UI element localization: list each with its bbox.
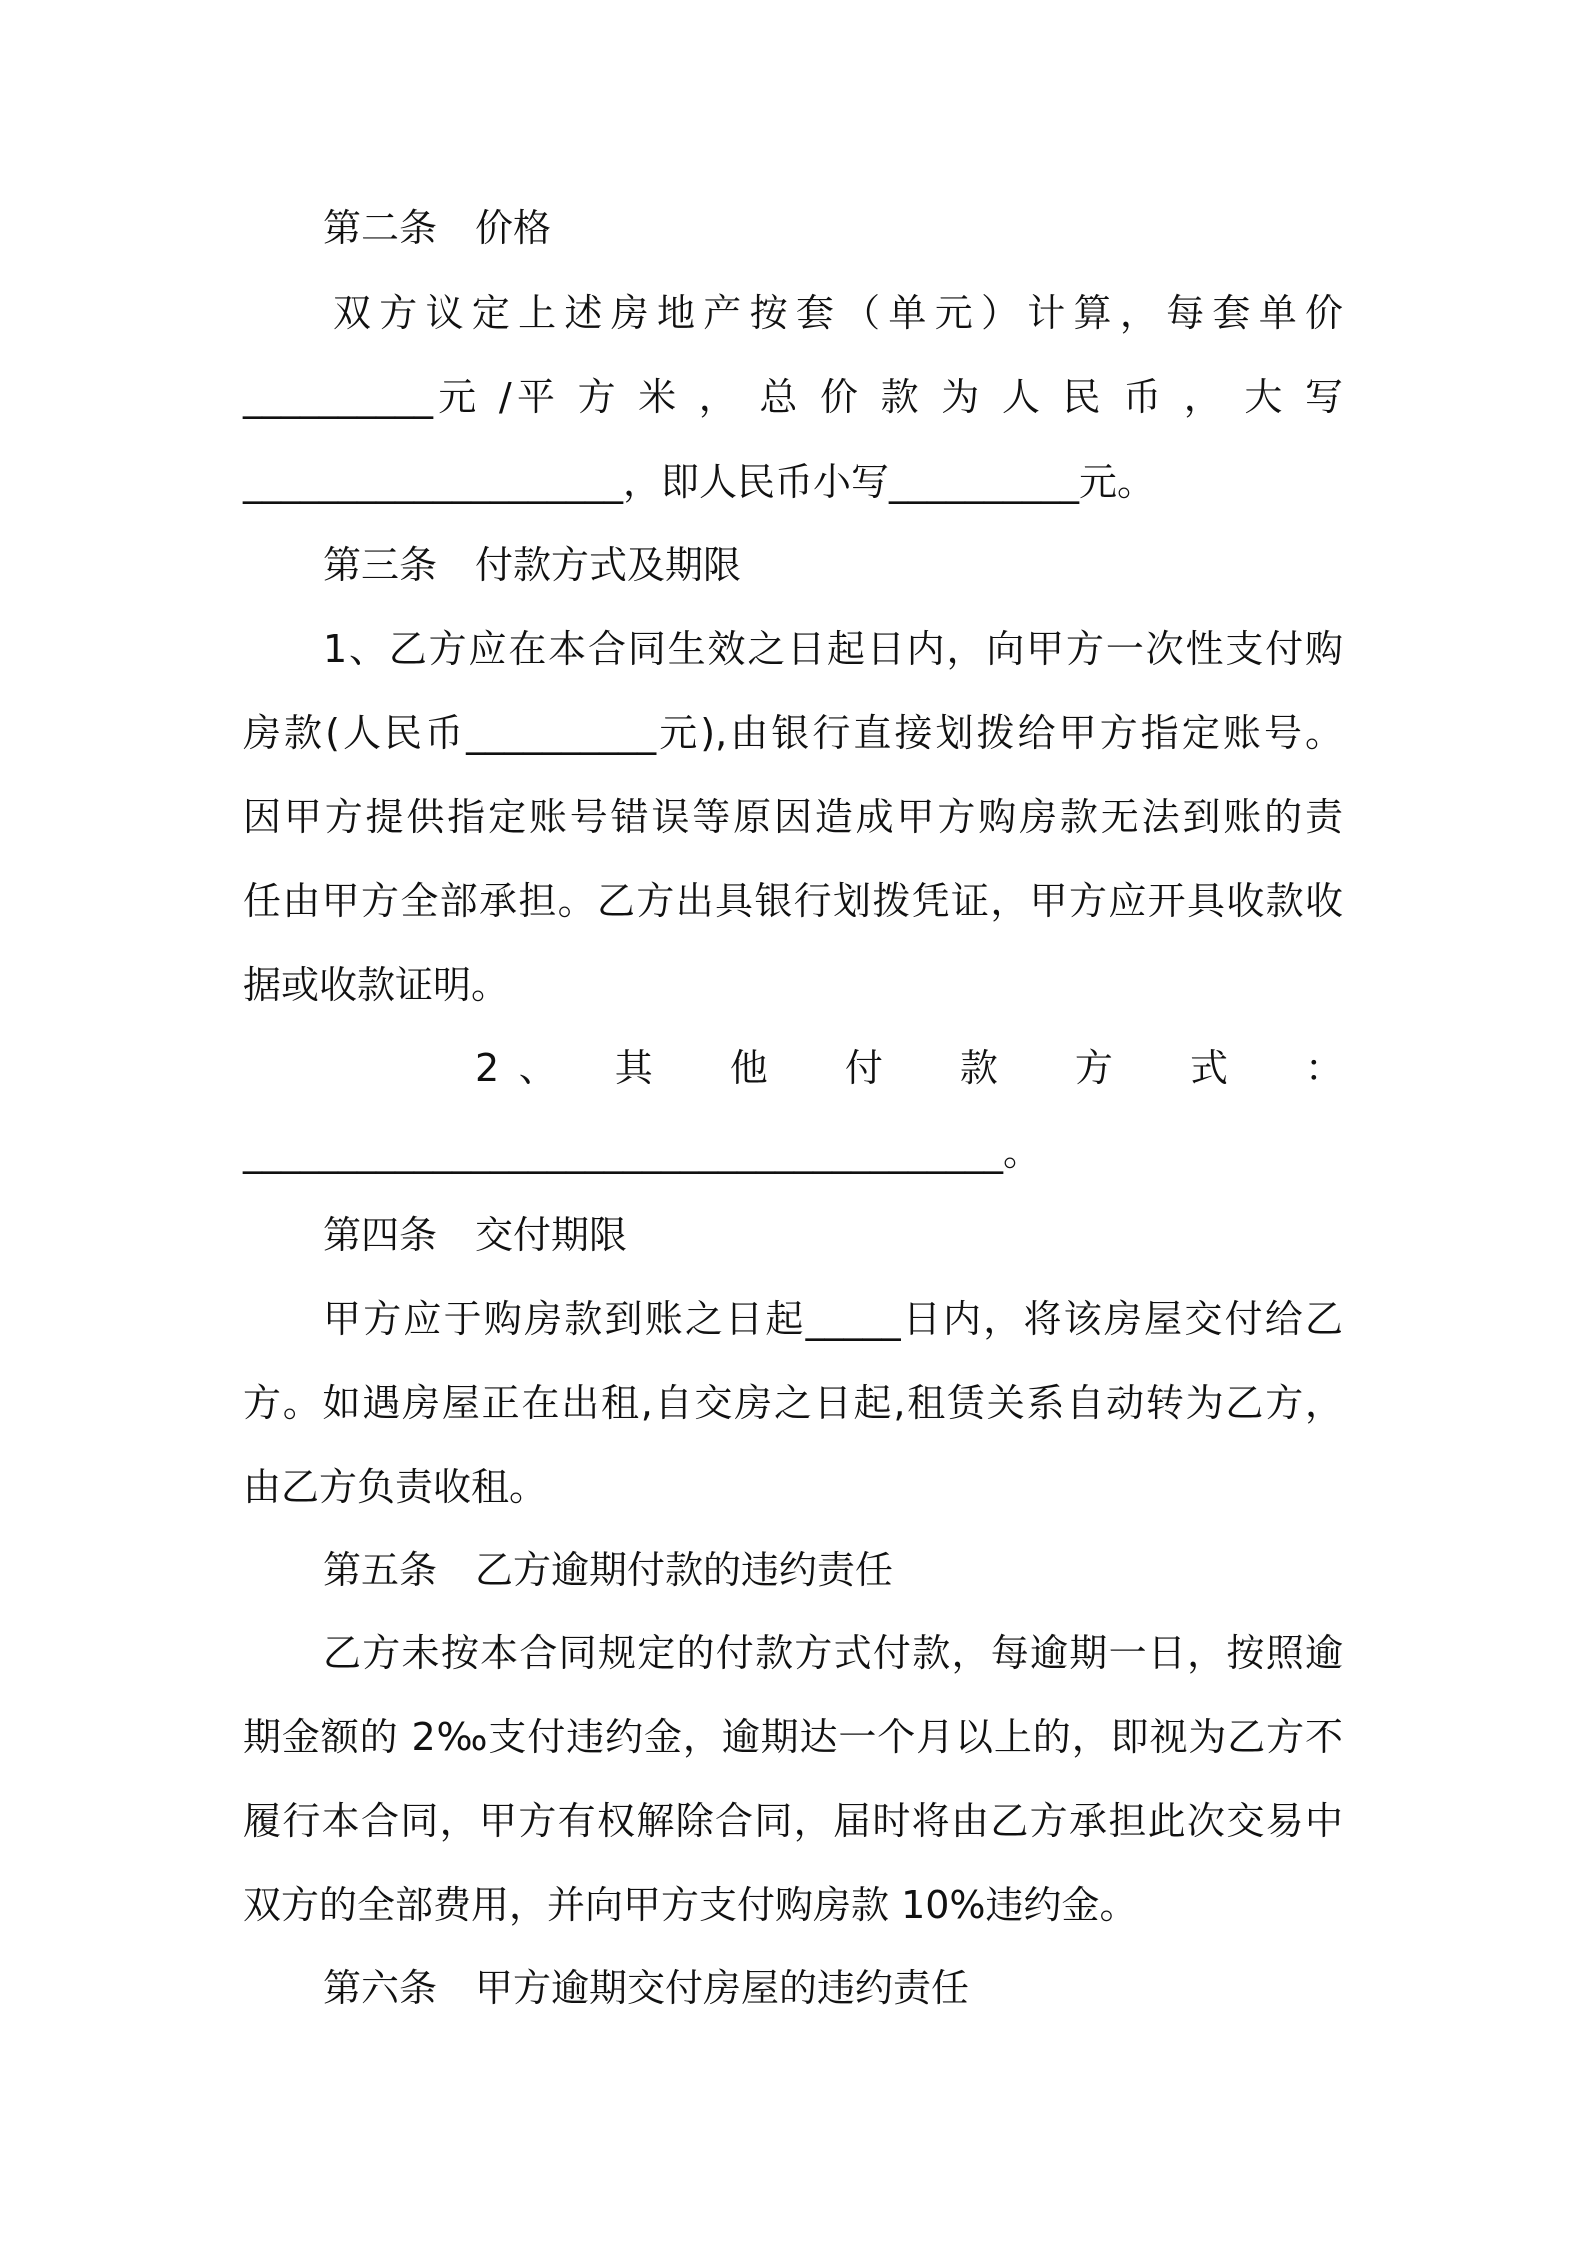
article4-paragraph-line2: 方。如遇房屋正在出租,自交房之日起,租赁关系自动转为乙方， <box>243 1381 1343 1425</box>
article5-heading: 第五条 乙方逾期付款的违约责任 <box>323 1548 894 1592</box>
article5-paragraph-line2: 期金额的 2‰支付违约金，逾期达一个月以上的，即视为乙方不 <box>243 1715 1343 1759</box>
article3-heading: 第三条 付款方式及期限 <box>323 543 742 587</box>
article3-item1-line3: 因甲方提供指定账号错误等原因造成甲方购房款无法到账的责 <box>243 795 1343 839</box>
article3-item1-line5: 据或收款证明。 <box>243 963 510 1007</box>
article4-paragraph-line1: 甲方应于购房款到账之日起_____日内，将该房屋交付给乙 <box>323 1297 1343 1341</box>
article3-item1-line2: 房款(人民币__________元),由银行直接划拨给甲方指定账号。 <box>243 711 1343 755</box>
article3-item2-line2: ________________________________________。 <box>243 1130 1042 1174</box>
article3-item1-line4: 任由甲方全部承担。乙方出具银行划拨凭证，甲方应开具收款收 <box>243 879 1343 923</box>
article4-heading: 第四条 交付期限 <box>323 1213 628 1257</box>
article2-paragraph-line1: 双方议定上述房地产按套（单元）计算，每套单价 <box>333 291 1343 335</box>
article5-paragraph-line3: 履行本合同，甲方有权解除合同，届时将由乙方承担此次交易中 <box>243 1799 1343 1843</box>
article2-heading: 第二条 价格 <box>323 206 552 250</box>
article5-paragraph-line4: 双方的全部费用，并向甲方支付购房款 10%违约金。 <box>243 1883 1138 1927</box>
article3-item1-line1: 1、乙方应在本合同生效之日起日内，向甲方一次性支付购 <box>323 627 1343 671</box>
article4-paragraph-line3: 由乙方负责收租。 <box>243 1465 548 1509</box>
article3-item2-line1: 2、 其 他 付 款 方 式 ： <box>475 1046 1343 1090</box>
article2-paragraph-line3: ____________________，即人民币小写__________元。 <box>243 460 1156 504</box>
article6-heading: 第六条 甲方逾期交付房屋的违约责任 <box>323 1966 970 2010</box>
article2-paragraph-line2: __________元 /平 方 米 ， 总 价 款 为 人 民 币 ， 大 写 <box>243 375 1343 419</box>
article5-paragraph-line1: 乙方未按本合同规定的付款方式付款，每逾期一日，按照逾 <box>323 1631 1343 1675</box>
